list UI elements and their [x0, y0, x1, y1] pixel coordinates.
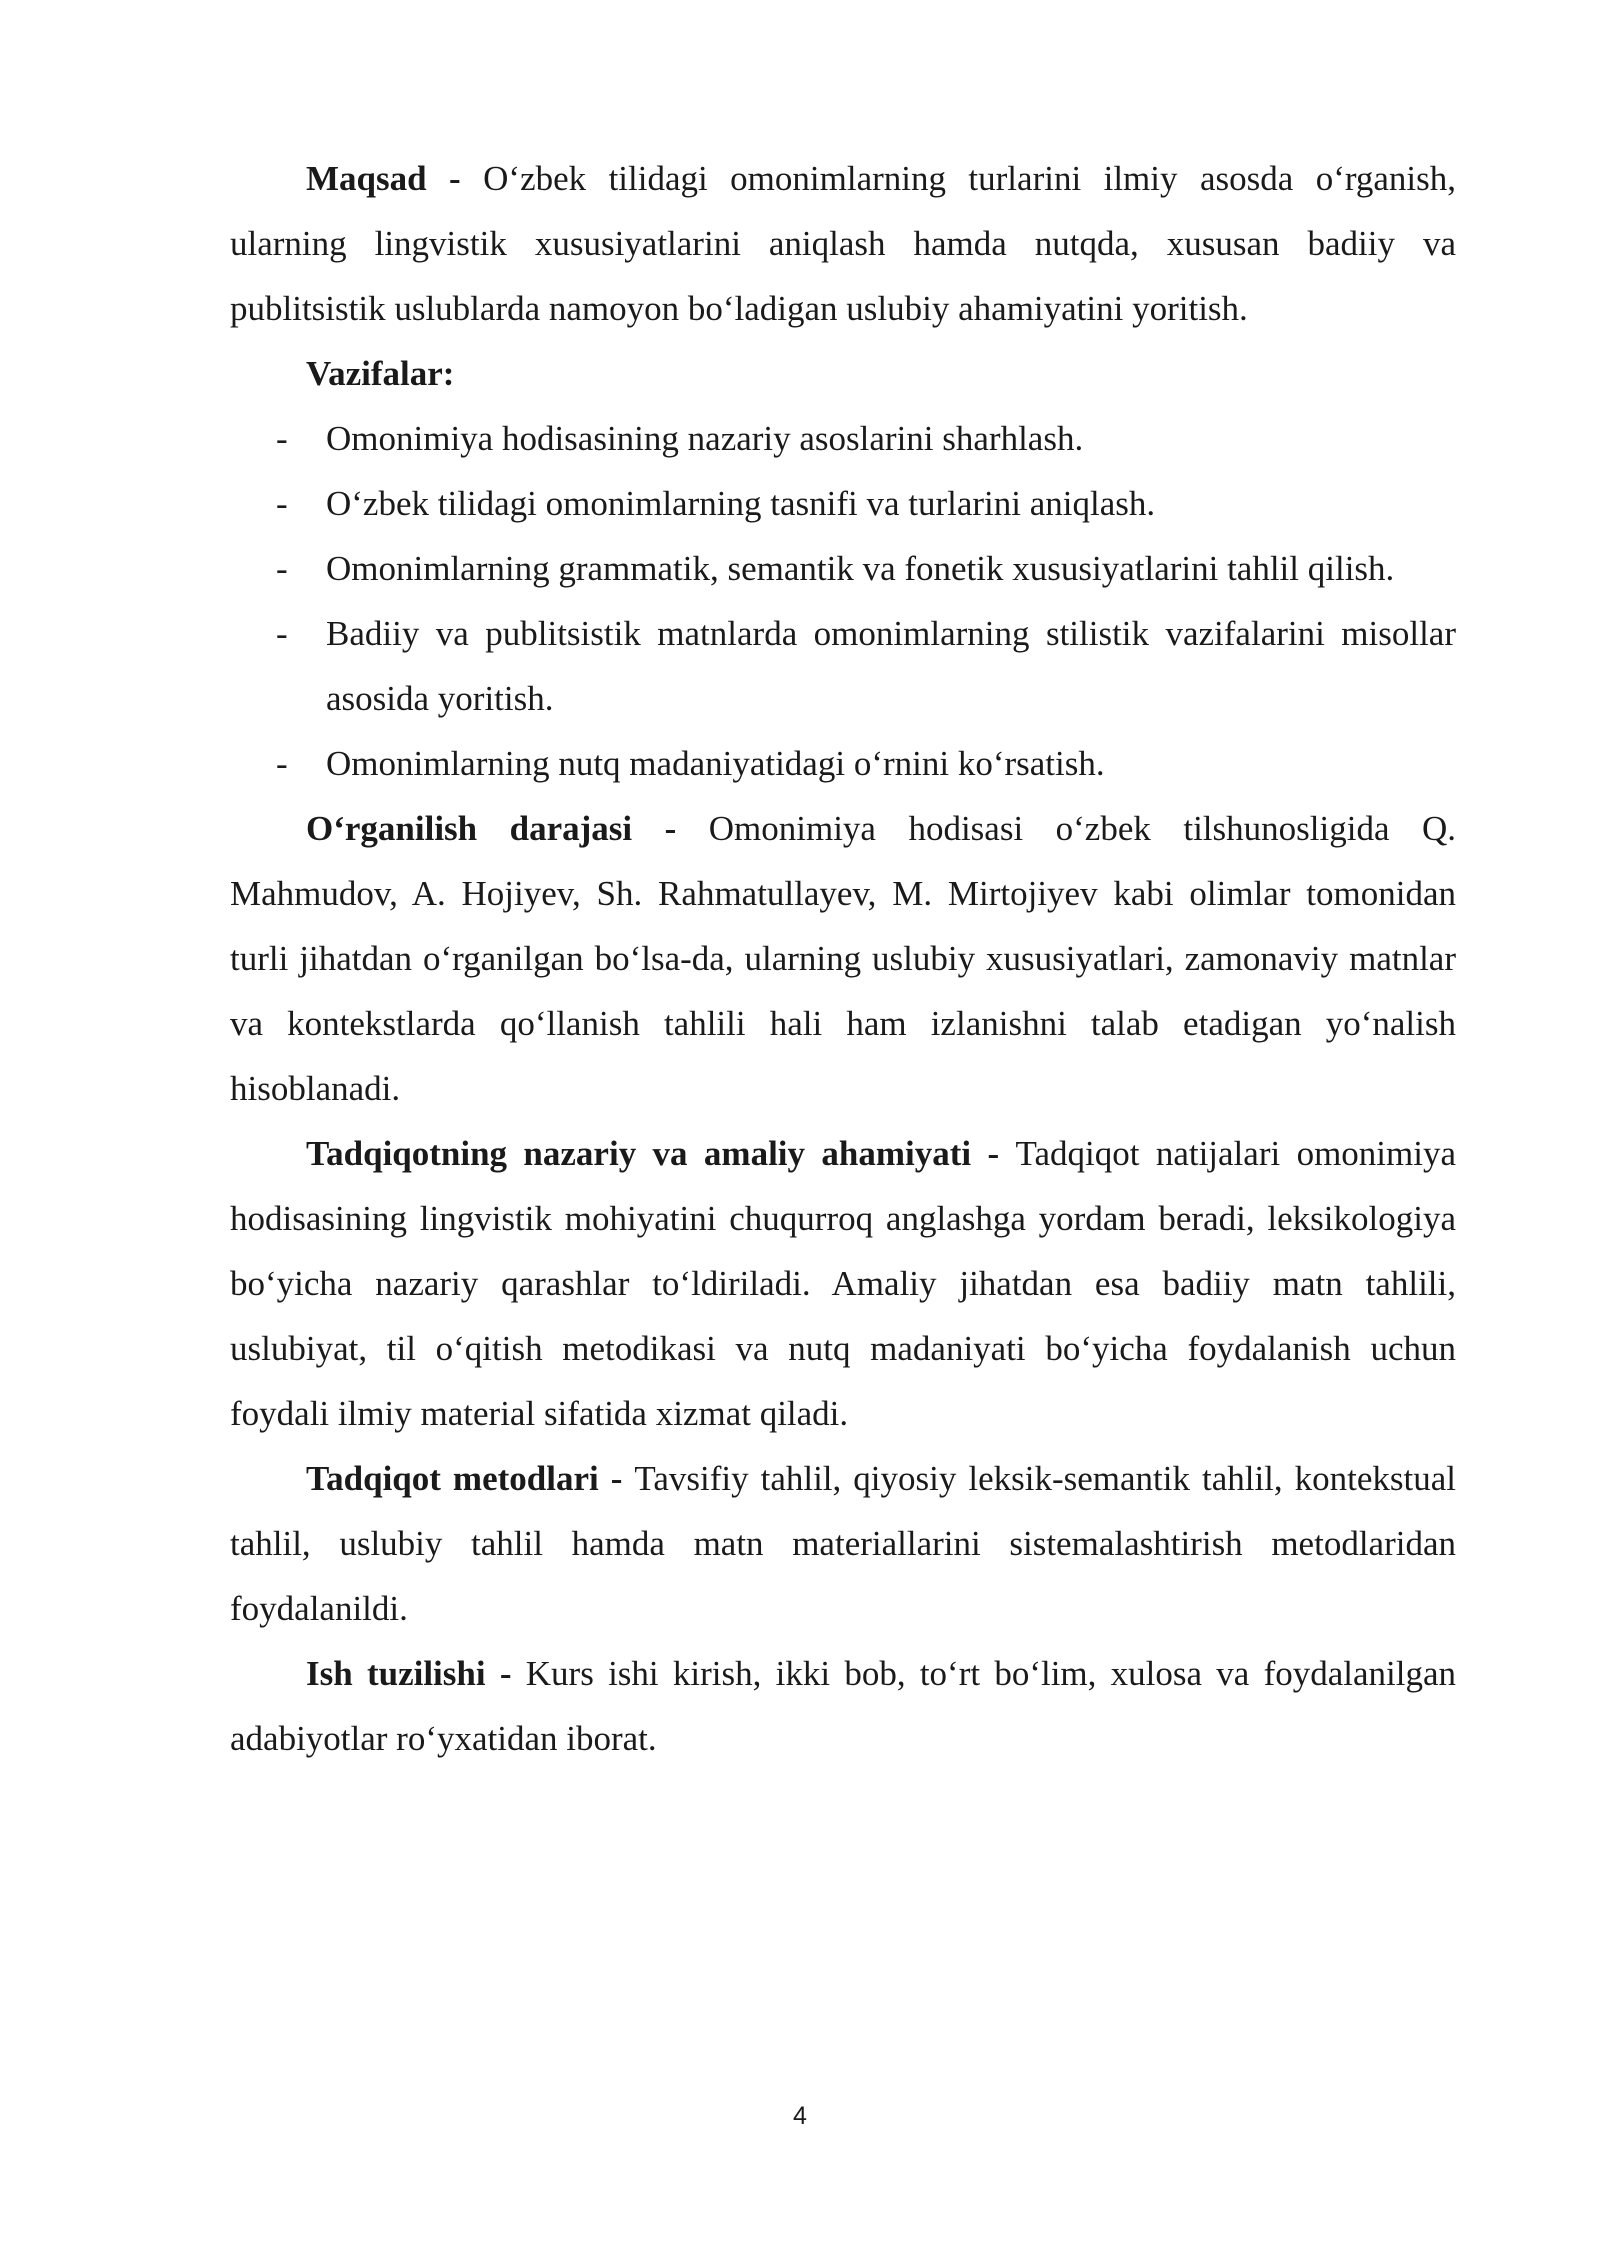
goal-text: O‘zbek tilidagi omonimlarning turlarini ilmiy asosda o‘rganish, ularning lingvistik xususiyatlarini aniqlash hamda nutqda, xususan badiiy va publitsistik uslublarda namoyon bo‘ladigan uslubiy ahamiyatini yoritish.: [230, 159, 1456, 328]
list-item: [230, 601, 1456, 731]
list-item-text: Omonimlarning nutq madaniyatidagi o‘rnini ko‘rsatish.: [326, 744, 1105, 783]
list-item-text: Omonimlarning grammatik, semantik va fonetik xususiyatlarini tahlil qilish.: [326, 549, 1395, 588]
study-level-paragraph: [230, 796, 1456, 1121]
list-item-text: O‘zbek tilidagi omonimlarning tasnifi va turlarini aniqlash.: [326, 484, 1156, 523]
list-item: [230, 471, 1456, 536]
bullet-dash: -: [276, 744, 288, 783]
structure-label: Ish tuzilishi -: [306, 1654, 512, 1693]
methods-paragraph: [230, 1446, 1456, 1641]
goal-label: Maqsad: [306, 159, 427, 198]
bullet-dash: -: [276, 614, 288, 653]
page-body: [230, 146, 1456, 1771]
list-item: [230, 731, 1456, 796]
list-item: [230, 536, 1456, 601]
page-number: 4: [793, 2102, 807, 2130]
significance-separator: -: [971, 1134, 1016, 1173]
list-item: [230, 406, 1456, 471]
study-level-separator: -: [632, 809, 709, 848]
goal-separator: -: [426, 159, 484, 198]
methods-label: Tadqiqot metodlari: [306, 1459, 599, 1498]
methods-text: Tavsifiy tahlil, qiyosiy leksik-semantik tahlil, kontekstual tahlil, uslubiy tahlil hamda matn materiallarini sistemalashtirish metodlaridan foydalanildi.: [230, 1459, 1457, 1628]
goal-paragraph: [230, 146, 1456, 341]
study-level-text: Omonimiya hodisasi o‘zbek tilshunosligida Q. Mahmudov, A. Hojiyev, Sh. Rahmatullayev, M. Mirtojiyev kabi olimlar tomonidan turli jihatdan o‘rganilgan bo‘lsa-da, ularning uslubiy xususiyatlari, zamonaviy matnlar va kontekstlarda qo‘llanish tahlili hali ham izlanishni talab etadigan yo‘nalish hisoblanadi.: [230, 809, 1456, 1108]
bullet-dash: -: [276, 419, 288, 458]
significance-text: Tadqiqot natijalari omonimiya hodisasining lingvistik mohiyatini chuqurroq anglashga yordam beradi, leksikologiya bo‘yicha nazariy qarashlar to‘ldiriladi. Amaliy jihatdan esa badiiy matn tahlili, uslubiyat, til o‘qitish metodikasi va nutq madaniyati bo‘yicha foydalanish uchun foydali ilmiy material sifatida xizmat qiladi.: [230, 1134, 1456, 1433]
bullet-dash: -: [276, 484, 288, 523]
significance-label: Tadqiqotning nazariy va amaliy ahamiyati: [306, 1134, 972, 1173]
study-level-label: O‘rganilish darajasi: [306, 809, 633, 848]
significance-paragraph: [230, 1121, 1456, 1446]
structure-text: Kurs ishi kirish, ikki bob, to‘rt bo‘lim, xulosa va foydalanilgan adabiyotlar ro‘yxatidan iborat.: [230, 1654, 1457, 1758]
list-item-text: Badiiy va publitsistik matnlarda omonimlarning stilistik vazifalarini misollar asosida yoritish.: [326, 614, 1456, 718]
tasks-list: [230, 406, 1456, 796]
methods-separator: -: [598, 1459, 635, 1498]
bullet-dash: -: [276, 549, 288, 588]
list-item-text: Omonimiya hodisasining nazariy asoslarini sharhlash.: [326, 419, 1084, 458]
structure-paragraph: [230, 1641, 1456, 1771]
tasks-heading: Vazifalar:: [306, 354, 455, 393]
